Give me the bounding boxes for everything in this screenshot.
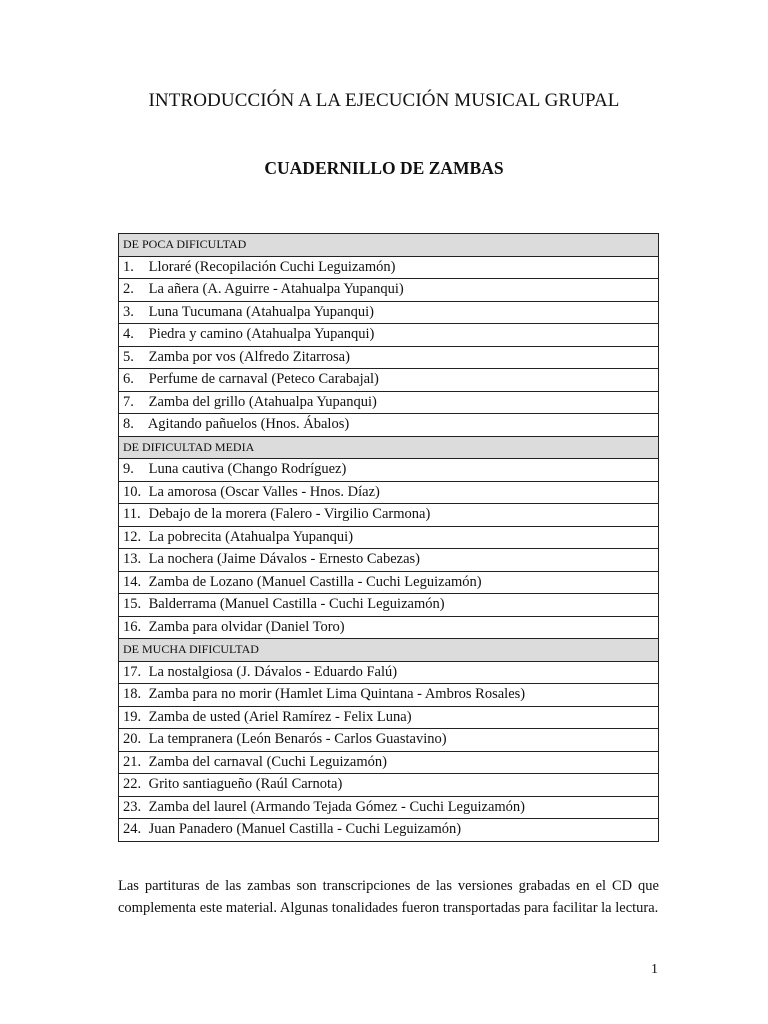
zamba-title: Zamba de Lozano (Manuel Castilla - Cuchi Leguizamón) [148,573,482,590]
zamba-cell [119,751,659,774]
zamba-cell [119,256,659,279]
table-row [119,661,659,684]
table-row [119,526,659,549]
table-row [119,706,659,729]
table-row [119,751,659,774]
zamba-cell [119,616,659,639]
table-row [119,549,659,572]
zamba-title: Zamba del carnaval (Cuchi Leguizamón) [148,753,387,770]
zamba-number: 20. [123,731,142,748]
zamba-number: 3. [123,303,134,320]
table-row [119,594,659,617]
zamba-title: La nostalgiosa (J. Dávalos - Eduardo Falú) [148,663,398,680]
zamba-number: 9. [123,461,134,478]
zamba-cell [119,481,659,504]
zamba-title: Perfume de carnaval (Peteco Carabajal) [148,371,379,388]
zamba-title: La pobrecita (Atahualpa Yupanqui) [148,528,354,545]
zamba-cell [119,774,659,797]
zambas-table [118,233,659,842]
zamba-title: Zamba para olvidar (Daniel Toro) [148,618,345,635]
zamba-number: 10. [123,483,142,500]
zamba-number: 13. [123,551,142,568]
zamba-title: Agitando pañuelos (Hnos. Ábalos) [147,416,350,433]
section-header-row [119,234,659,257]
zamba-cell [119,661,659,684]
table-row [119,414,659,437]
zamba-title: Lloraré (Recopilación Cuchi Leguizamón) [148,258,396,275]
zamba-number: 18. [123,686,142,703]
zamba-number: 5. [123,348,134,365]
zamba-title: Zamba por vos (Alfredo Zitarrosa) [148,348,350,365]
zamba-title: Luna cautiva (Chango Rodríguez) [148,461,347,478]
table-row [119,369,659,392]
table-row [119,391,659,414]
zamba-title: Zamba para no morir (Hamlet Lima Quintana - Ambros Rosales) [148,686,526,703]
zamba-number: 23. [123,798,142,815]
zamba-number: 21. [123,753,142,770]
table-row [119,459,659,482]
zamba-number: 15. [123,596,142,613]
zamba-number: 22. [123,776,142,793]
zamba-number: 7. [123,393,134,410]
zamba-title: La añera (A. Aguirre - Atahualpa Yupanqui) [148,281,404,298]
zamba-cell [119,391,659,414]
table-row [119,481,659,504]
zamba-title: Luna Tucumana (Atahualpa Yupanqui) [148,303,374,320]
zamba-cell [119,684,659,707]
zamba-title: Debajo de la morera (Falero - Virgilio Carmona) [148,506,431,523]
section-heading: DE DIFICULTAD MEDIA [119,436,659,459]
table-row [119,571,659,594]
zamba-title: Zamba de usted (Ariel Ramírez - Felix Luna) [148,708,412,725]
zamba-number: 16. [123,618,142,635]
zamba-cell [119,459,659,482]
zamba-cell [119,729,659,752]
zamba-title: La nochera (Jaime Dávalos - Ernesto Cabezas) [148,551,420,568]
zamba-number: 11. [123,506,141,523]
page-number: 1 [651,962,658,977]
document-title: INTRODUCCIÓN A LA EJECUCIÓN MUSICAL GRUPAL [148,90,620,111]
zamba-cell [119,571,659,594]
zamba-cell [119,414,659,437]
table-row [119,324,659,347]
zamba-cell [119,346,659,369]
zamba-cell [119,369,659,392]
zamba-cell [119,504,659,527]
section-header-row [119,639,659,662]
table-row [119,256,659,279]
zamba-cell [119,819,659,842]
zamba-cell [119,526,659,549]
zamba-cell [119,796,659,819]
zamba-number: 4. [123,326,134,343]
table-row [119,819,659,842]
zamba-title: Balderrama (Manuel Castilla - Cuchi Leguizamón) [148,596,445,613]
zamba-cell [119,706,659,729]
zamba-cell [119,301,659,324]
table-row [119,729,659,752]
zamba-number: 2. [123,281,134,298]
zamba-number: 12. [123,528,142,545]
section-heading: DE MUCHA DIFICULTAD [119,639,659,662]
zamba-title: La tempranera (León Benarós - Carlos Guastavino) [148,731,447,748]
zamba-title: Zamba del grillo (Atahualpa Yupanqui) [148,393,377,410]
table-row [119,684,659,707]
zamba-title: Juan Panadero (Manuel Castilla - Cuchi Leguizamón) [148,821,462,838]
zamba-number: 8. [123,416,134,433]
zamba-number: 1. [123,258,134,275]
zamba-title: La amorosa (Oscar Valles - Hnos. Díaz) [148,483,380,500]
zamba-number: 24. [123,821,142,838]
zamba-number: 19. [123,708,142,725]
zamba-cell [119,594,659,617]
table-row [119,774,659,797]
zambas-table-body [119,234,659,842]
zamba-number: 14. [123,573,142,590]
zamba-number: 17. [123,663,142,680]
zamba-cell [119,279,659,302]
table-row [119,301,659,324]
zamba-title: Zamba del laurel (Armando Tejada Gómez - Cuchi Leguizamón) [148,798,526,815]
section-heading: DE POCA DIFICULTAD [119,234,659,257]
zamba-cell [119,549,659,572]
table-row [119,796,659,819]
zamba-number: 6. [123,371,134,388]
zamba-title: Piedra y camino (Atahualpa Yupanqui) [148,326,375,343]
note-paragraph: Las partituras de las zambas son transcripciones de las versiones grabadas en el CD que complementa este material. Algunas tonalidades fueron transportadas para facilitar la lectura. [118,878,659,916]
zamba-title: Grito santiagueño (Raúl Carnota) [148,776,343,793]
table-row [119,346,659,369]
document-subtitle: CUADERNILLO DE ZAMBAS [264,158,504,178]
section-header-row [119,436,659,459]
table-row [119,504,659,527]
zamba-cell [119,324,659,347]
table-row [119,616,659,639]
table-row [119,279,659,302]
